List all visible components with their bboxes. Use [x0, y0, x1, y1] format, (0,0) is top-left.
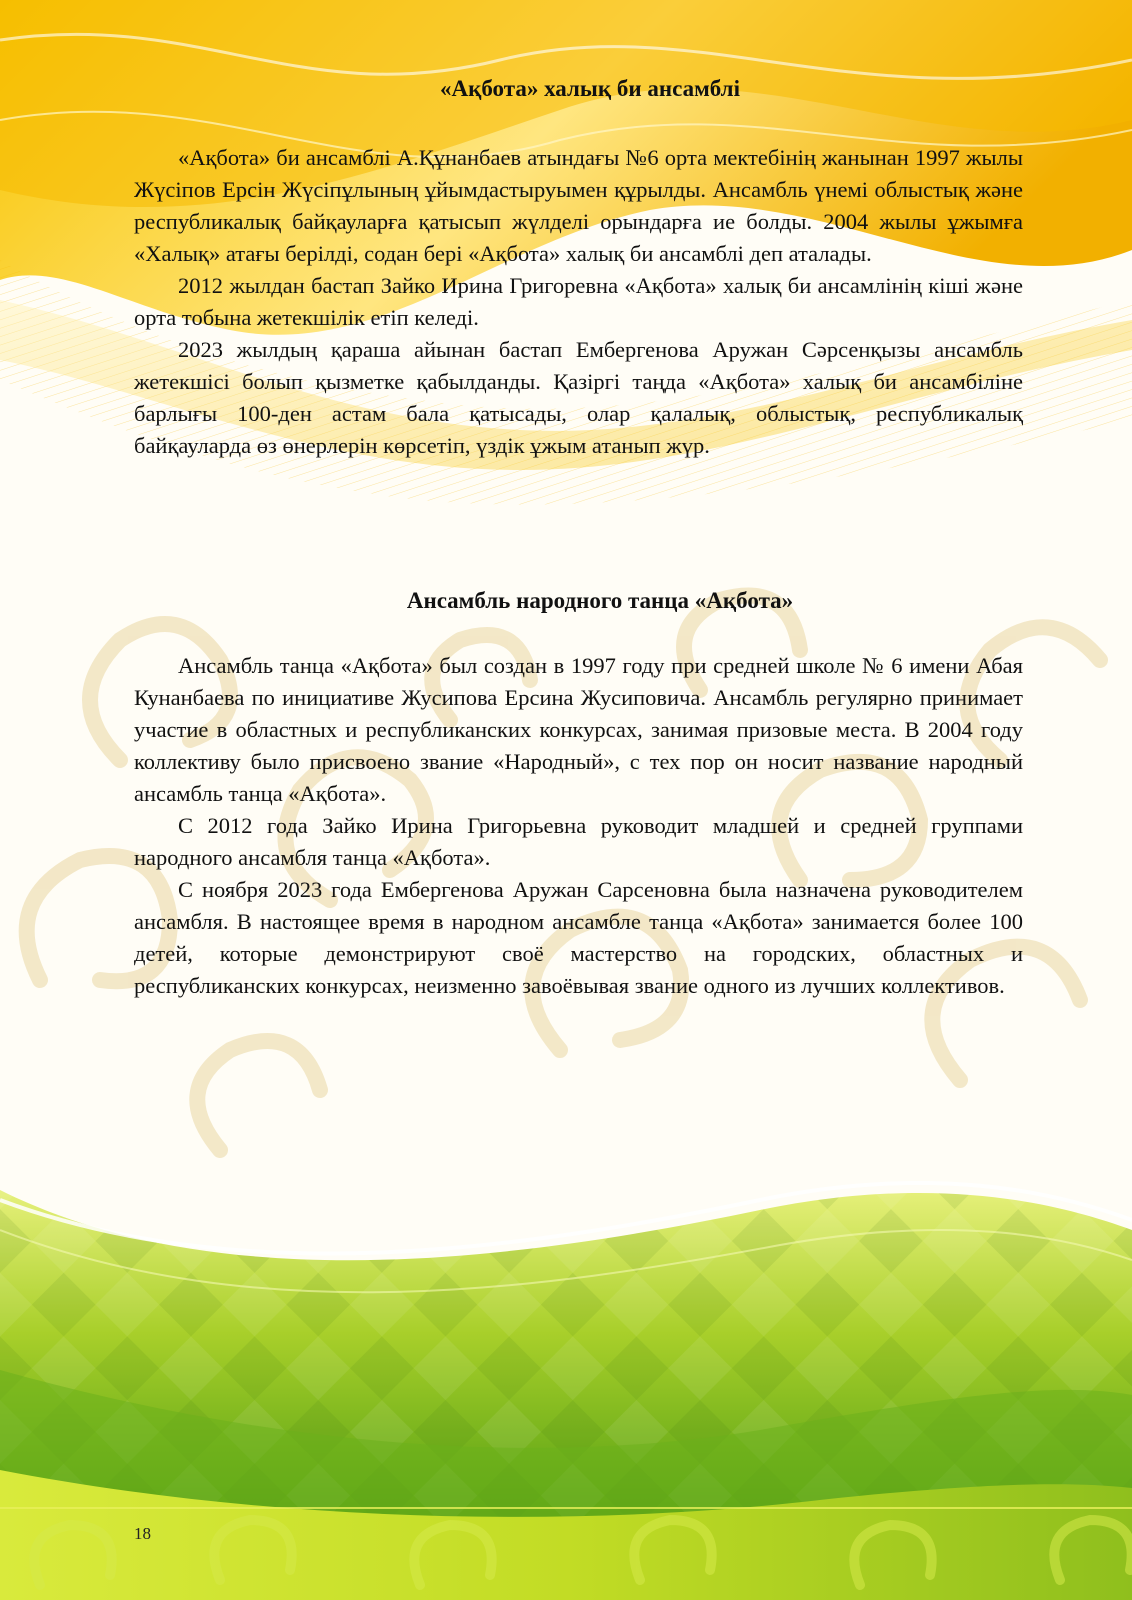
- russian-section: [134, 650, 1023, 1002]
- kazakh-section: [134, 142, 1023, 462]
- page-number: 18: [134, 1524, 151, 1543]
- russian-paragraph-2: С 2012 года Зайко Ирина Григорьевна руководит младшей и средней группами народного ансамбля танца «Ақбота».: [134, 813, 1023, 870]
- russian-title: Ансамбль народного танца «Ақбота»: [406, 588, 794, 613]
- kazakh-title: «Ақбота» халық би ансамблі: [440, 76, 740, 101]
- kazakh-paragraph-3: 2023 жылдың қараша айынан бастап Ембергенова Аружан Сәрсенқызы ансамбль жетекшісі болып қызметке қабылданды. Қазіргі таңда «Ақбота» халық би ансамбіліне барлығы 100-ден астам бала қатысады, олар қалалық, облыстық, республикалық байқауларда өз өнерлерін көрсетіп, үздік ұжым атанып жүр.: [134, 337, 1023, 458]
- russian-paragraph-3: С ноября 2023 года Ембергенова Аружан Сарсеновна была назначена руководителем ансамбля. В настоящее время в народном ансамбле танца «Ақбота» занимается более 100 детей, которые демонстрируют своё мастерство на городских, областных и республиканских конкурсах, неизменно завоёвывая звание одного из лучших коллективов.: [134, 877, 1023, 998]
- kazakh-paragraph-2: 2012 жылдан бастап Зайко Ирина Григоревна «Ақбота» халық би ансамлінің кіші және орта тобына жетекшілік етіп келеді.: [134, 273, 1023, 330]
- russian-paragraph-1: Ансамбль танца «Ақбота» был создан в 1997 году при средней школе № 6 имени Абая Кунанбаева по инициативе Жусипова Ерсина Жусиповича. Ансамбль регулярно принимает участие в областных и республиканских конкурсах, занимая призовые места. В 2004 году коллективу было присвоено звание «Народный», с тех пор он носит название народный ансамбль танца «Ақбота».: [134, 653, 1023, 806]
- kazakh-paragraph-1: «Ақбота» би ансамблі А.Құнанбаев атындағы №6 орта мектебінің жанынан 1997 жылы Жүсіпов Ерсін Жүсіпұлының ұйымдастыруымен құрылды. Ансамбль үнемі облыстық және республикалық байқауларға қатысып жүлделі орындарға ие болды. 2004 жылы ұжымға «Халық» атағы берілді, содан бері «Ақбота» халық би ансамблі деп аталады.: [134, 145, 1023, 266]
